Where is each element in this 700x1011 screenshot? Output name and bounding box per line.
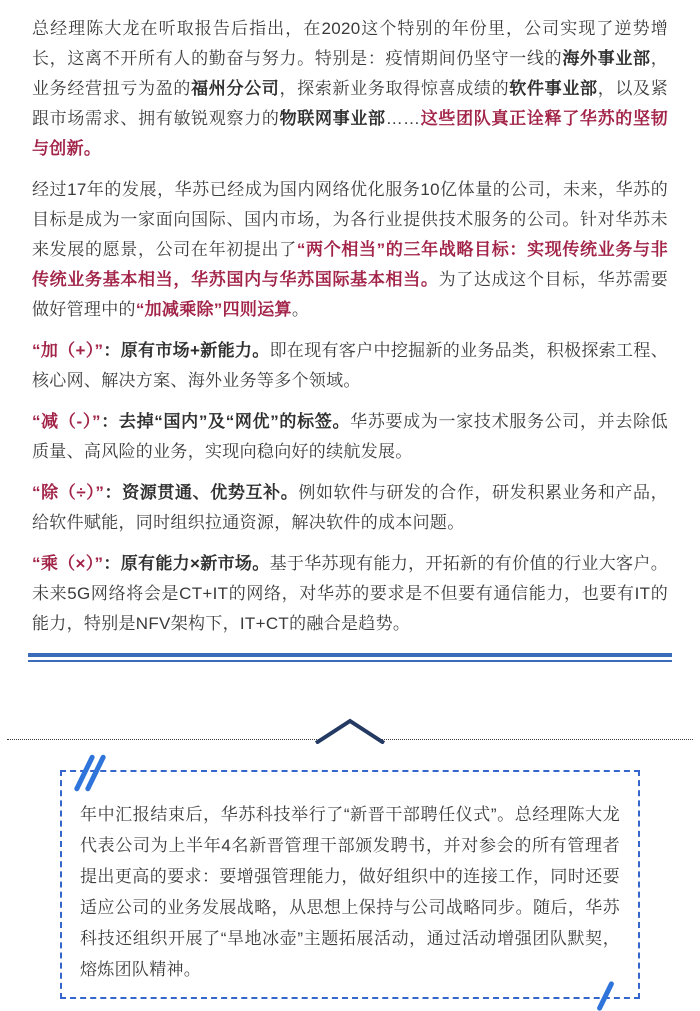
paragraph-minus <box>32 407 668 467</box>
paragraph-multiply <box>32 549 668 639</box>
text-segment: …… <box>385 109 421 128</box>
text-segment: 即在现有客户中挖掘新的业务品类，积极探索工程、核心网、解决方案、海外业务等多个领域。 <box>32 341 668 390</box>
text-segment: 总经理陈大龙在听取报告后指出，在2020这个特别的年份里，公司实现了逆势增长，这离不开所有人的勤奋与努力。特别是：疫情期间仍坚守一线的 <box>32 19 668 68</box>
paragraph-divide <box>32 478 668 538</box>
text-segment: 例如软件与研发的合作，研发积累业务和产品，给软件赋能，同时组织拉通资源，解决软件的成本问题。 <box>32 483 668 532</box>
text-segment: 经过17年的发展，华苏已经成为国内网络优化服务10亿体量的公司，未来，华苏的目标是成为一家面向国际、国内市场，为各行业提供技术服务的公司。针对华苏未来发展的愿景，公司在年初提出了 <box>32 180 668 259</box>
text-segment-highlight: “乘（×）” <box>32 554 104 573</box>
text-segment-bold: ：原有能力×新市场。 <box>103 554 270 573</box>
text-segment: 。 <box>291 300 310 319</box>
chevron-up-icon <box>314 718 386 744</box>
text-segment-highlight: 这些团队真正诠释了华苏的坚韧与创新。 <box>32 109 668 158</box>
text-segment-bold: ：资源贯通、优势互补。 <box>104 483 299 502</box>
text-segment: 华苏要成为一家技术服务公司，并去除低质量、高风险的业务，实现向稳向好的续航发展。 <box>32 412 668 461</box>
text-segment-highlight: “加（+）” <box>32 341 104 360</box>
text-segment: 年中汇报结束后，华苏科技举行了“新晋干部聘任仪式”。总经理陈大龙代表公司为上半年4名新晋管理干部颁发聘书，并对参会的所有管理者提出更高的要求：要增强管理能力，做好组织中的连接工作，同时还要适应公司的业务发展战略，从思想上保持与公司战略同步。随后，华苏科技还组织开展了“旱地冰壶”主题拓展活动，通过活动增强团队默契，熔炼团队精神。 <box>80 805 620 979</box>
paragraph-plus <box>32 336 668 396</box>
text-segment: ，业务经营扭亏为盈的 <box>32 49 669 98</box>
text-segment-bold: 海外事业部 <box>562 49 651 68</box>
divider-thin-line <box>28 660 672 662</box>
text-segment-bold: 软件事业部 <box>509 79 598 98</box>
text-segment: 为了达成这个目标，华苏需要做好管理中的 <box>32 270 668 319</box>
double-slash-icon <box>78 753 108 793</box>
text-segment: ，以及紧跟市场需求、拥有敏锐观察力的 <box>32 79 669 128</box>
text-segment-bold: 福州分公司 <box>191 79 280 98</box>
text-segment: 基于华苏现有能力，开拓新的有价值的行业大客户。未来5G网络将会是CT+IT的网络，对华苏的要求是不但要有通信能力，也要有IT的能力，特别是NFV架构下，IT+CT的融合是趋势。 <box>32 554 668 633</box>
paragraph-strategy <box>32 175 668 325</box>
section-divider <box>28 653 672 662</box>
text-segment: ，探索新业务取得惊喜成绩的 <box>279 79 510 98</box>
paragraph-summary <box>32 14 668 164</box>
text-segment-highlight: “加减乘除”四则运算 <box>135 300 292 319</box>
text-segment-highlight: “两个相当”的三年战略目标：实现传统业务与非传统业务基本相当，华苏国内与华苏国际基本相当。 <box>32 240 668 289</box>
slash-icon <box>596 981 615 1011</box>
text-segment-bold: 物联网事业部 <box>279 109 386 128</box>
text-segment-bold: ：去掉“国内”及“网优”的标签。 <box>100 412 351 431</box>
text-segment-highlight: “除（÷）” <box>32 483 105 502</box>
divider-thick-line <box>28 653 672 657</box>
collapse-separator <box>0 718 700 744</box>
callout-paragraph <box>80 799 620 985</box>
text-segment-highlight: “减（-）” <box>32 412 101 431</box>
text-segment-bold: ：原有市场+新能力。 <box>103 341 270 360</box>
callout-box <box>60 770 640 999</box>
